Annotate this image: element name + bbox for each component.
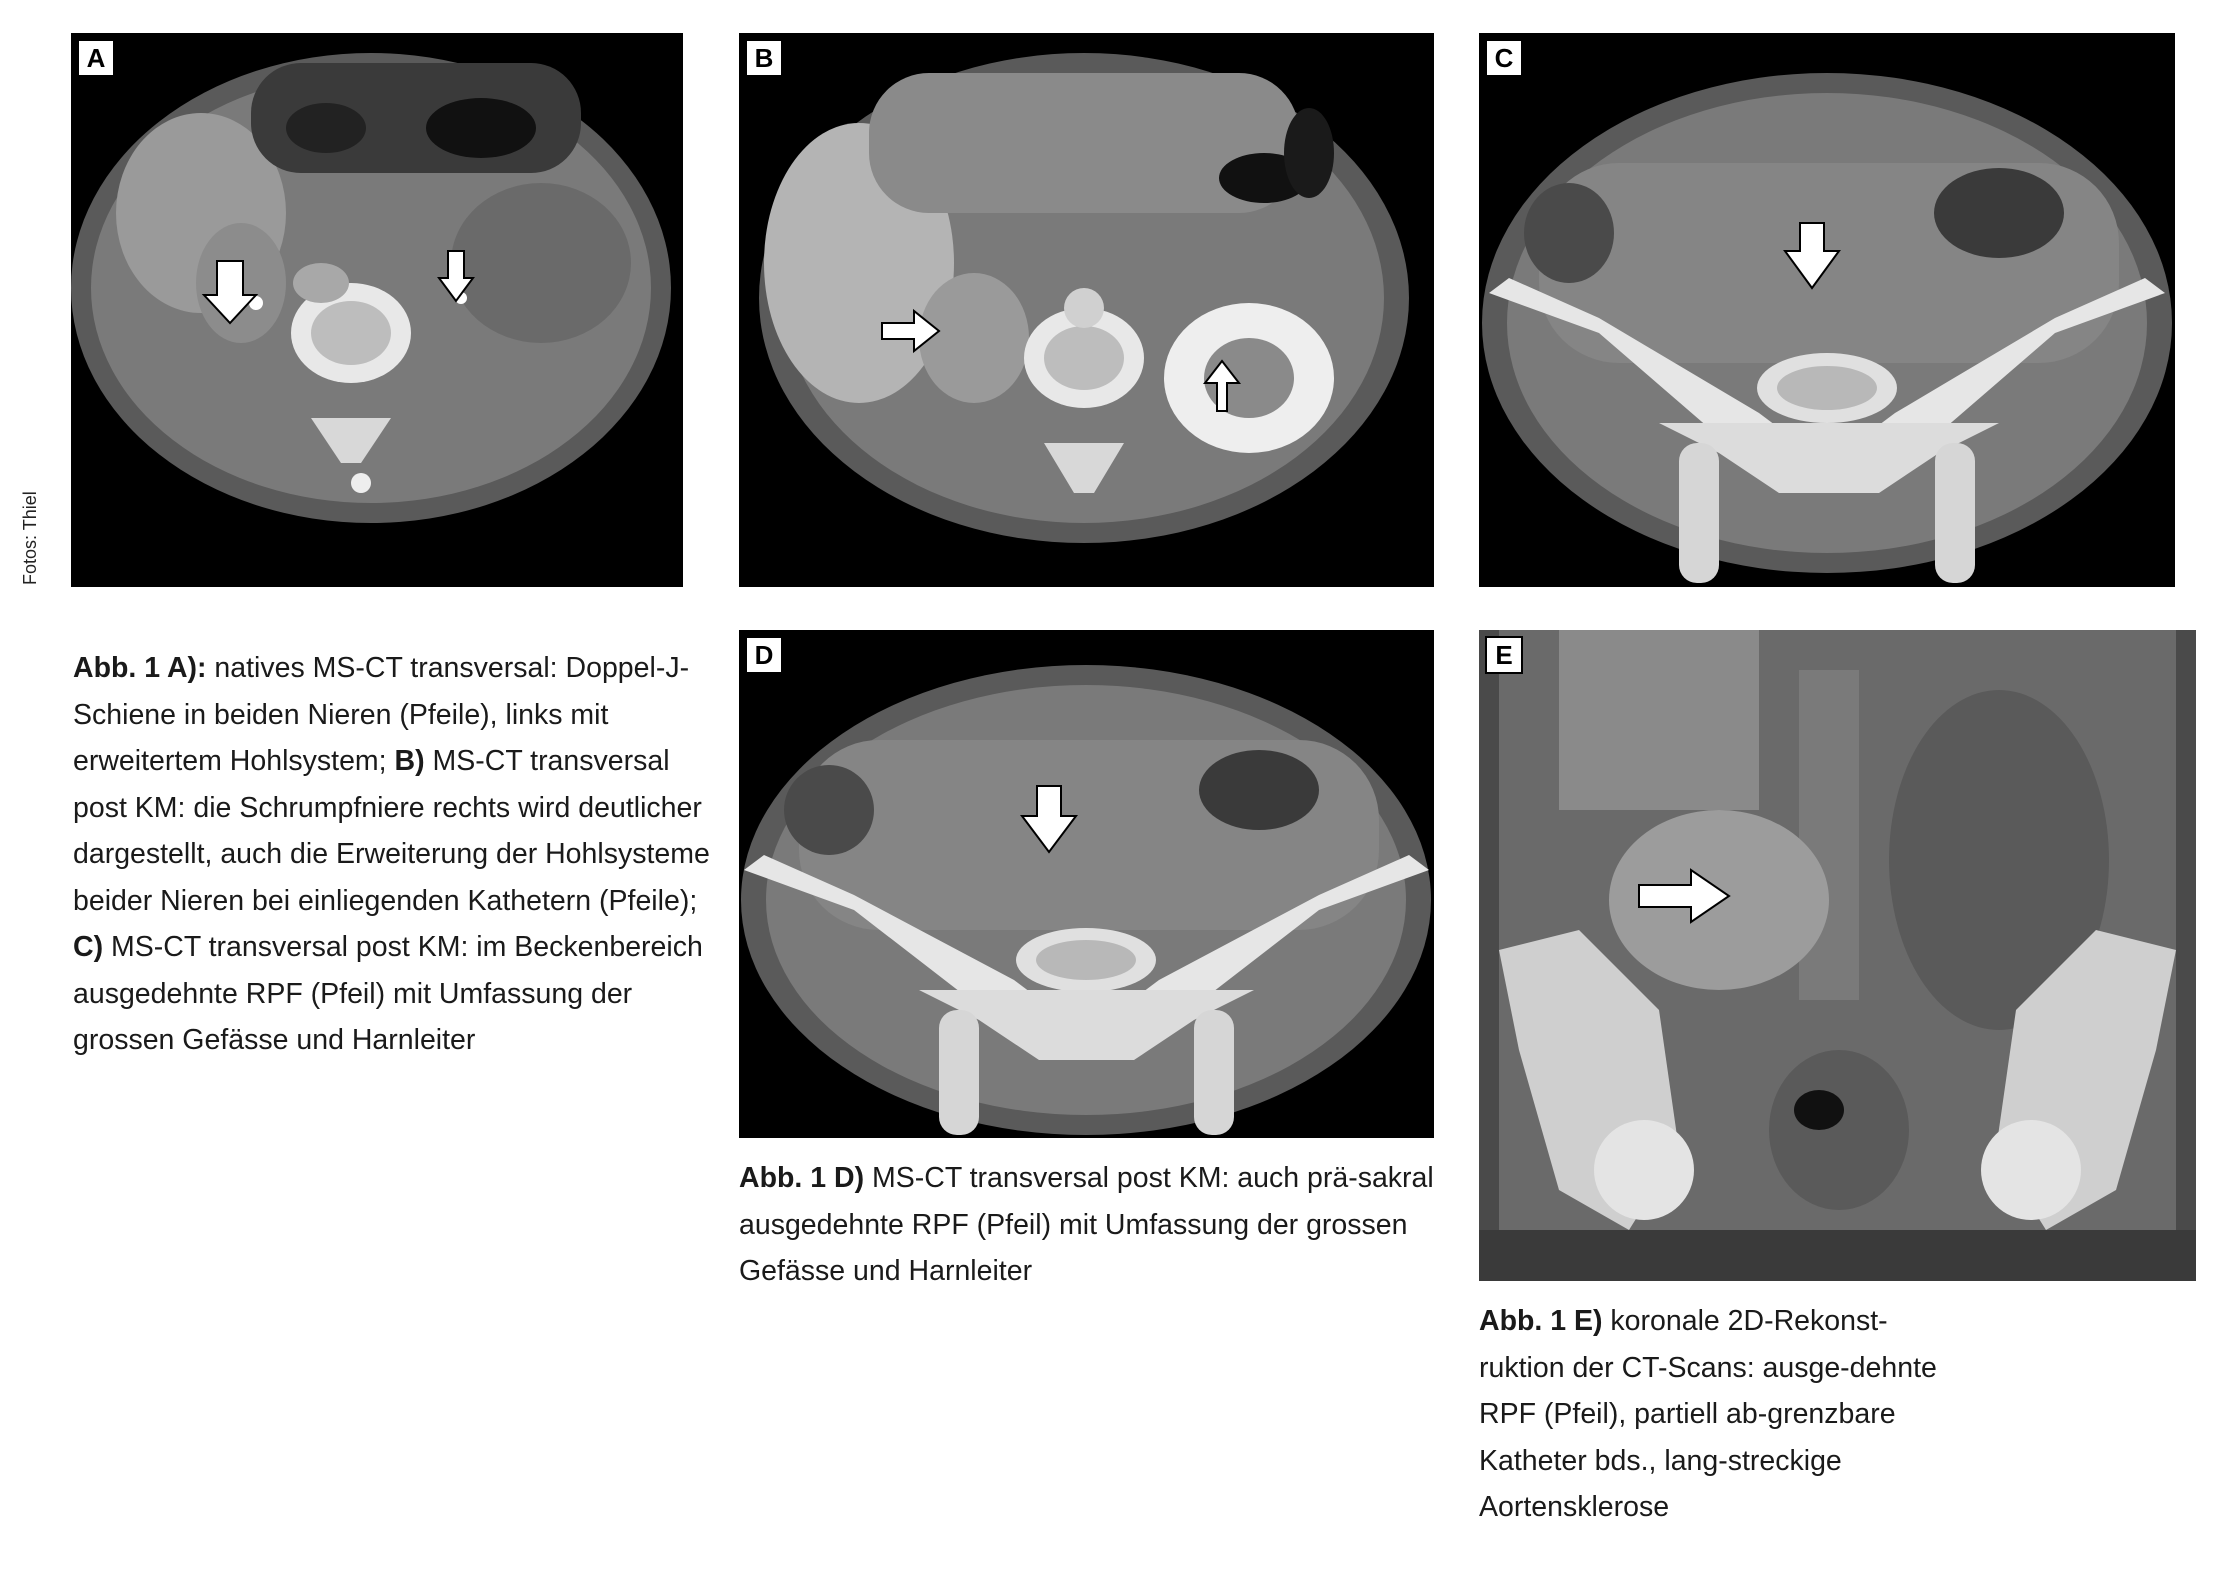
caption-abc-text-b: MS-CT transversal post KM: die Schrumpfniere rechts wird deutlicher dargestellt, auch die Erweiterung der Hohlsysteme beider Nieren bei einliegenden Kathetern (Pfeile); <box>73 745 710 917</box>
caption-d-text: MS-CT transversal post KM: auch prä-sakral ausgedehnte RPF (Pfeil) mit Umfassung der grossen Gefässe und Harnleiter <box>739 1162 1434 1287</box>
ct-image-d <box>739 630 1434 1138</box>
caption-abc-label-a: Abb. 1 A): <box>73 652 207 684</box>
panel-label-e: E <box>1485 636 1523 674</box>
caption-abc-label-b: B) <box>394 745 425 777</box>
caption-e-text: koronale 2D-Rekonst-ruktion der CT-Scans: ausge-dehnte RPF (Pfeil), partiell ab-grenzbare Katheter bds., lang-streckige Aortensklerose <box>1479 1305 1937 1523</box>
caption-abc-text-c: MS-CT transversal post KM: im Beckenbereich ausgedehnte RPF (Pfeil) mit Umfassung der grossen Gefässe und Harnleiter <box>73 931 703 1056</box>
photo-credit: Fotos: Thiel <box>20 491 40 585</box>
panel-label-c: C <box>1485 39 1523 77</box>
caption-abc <box>73 645 713 1064</box>
ct-scan-e-graphic <box>1479 630 2196 1281</box>
ct-image-e <box>1479 630 2196 1281</box>
caption-e-label: Abb. 1 E) <box>1479 1305 1603 1337</box>
ct-scan-a-graphic <box>71 33 683 587</box>
caption-abc-text-a: natives MS-CT transversal: Doppel-J-Schiene in beiden Nieren (Pfeile), links mit erweitertem Hohlsystem; <box>73 652 690 777</box>
panel-label-a: A <box>77 39 115 77</box>
ct-scan-d-graphic <box>739 630 1434 1138</box>
ct-scan-c-graphic <box>1479 33 2175 587</box>
panel-label-d: D <box>745 636 783 674</box>
caption-abc-label-c: C) <box>73 931 104 963</box>
ct-scan-b-graphic <box>739 33 1434 587</box>
caption-d-label: Abb. 1 D) <box>739 1162 865 1194</box>
caption-d <box>739 1155 1439 1295</box>
panel-label-b: B <box>745 39 783 77</box>
ct-image-c <box>1479 33 2175 587</box>
caption-e <box>1479 1298 1949 1531</box>
ct-image-a <box>71 33 683 587</box>
ct-image-b <box>739 33 1434 587</box>
